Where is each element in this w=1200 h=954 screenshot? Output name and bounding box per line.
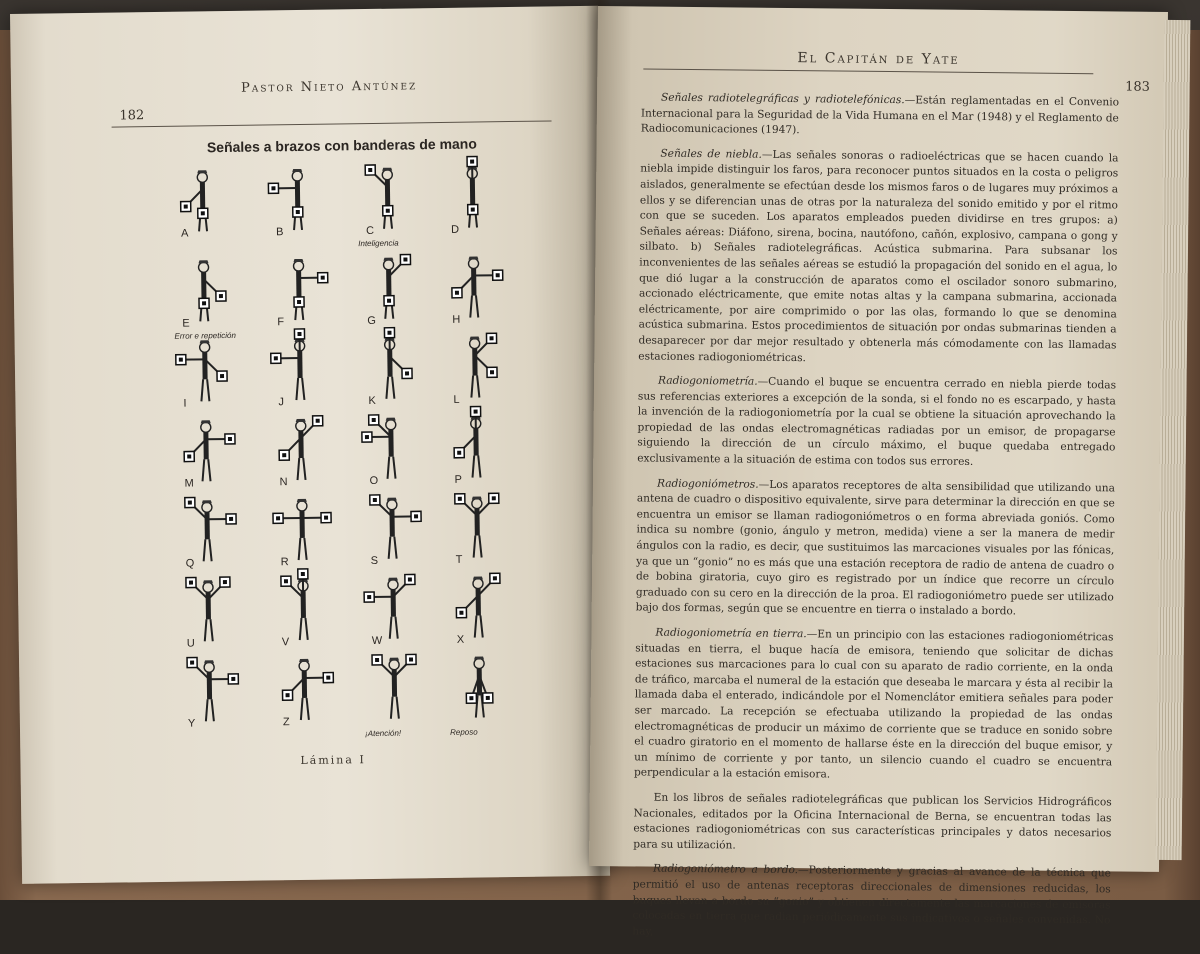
- signalman-drawing: [262, 489, 343, 570]
- body-text: [632, 90, 1119, 953]
- figure-letter: K: [368, 395, 376, 407]
- figure-letter: F: [277, 316, 284, 328]
- semaphore-figure-k: [349, 328, 430, 409]
- paragraph-text: —Cuando el buque se encuentra cerrado en niebla pierde todas sus referencias exteriores a excepción de la sonda, si el fondo no es escarpado, y hasta la invención de la radiogoniometría por la cual se obtiene la situación aprovechando la propiedad de las ondas electromagnéticas radiadas por un emisor, de propagarse siguiendo la dirección de un círculo máximo, el buque quedaba entregado exclusivamente a la situación de estima con todos sus errores.: [637, 376, 1116, 468]
- figure-letter: I: [183, 398, 186, 410]
- semaphore-figure-j: [259, 329, 340, 410]
- figure-letter: M: [184, 477, 193, 489]
- figure-letter: A: [181, 228, 189, 240]
- figure-letter: V: [282, 636, 290, 648]
- signalman-drawing: [261, 409, 342, 490]
- signalman-drawing: [163, 251, 244, 332]
- signalman-drawing: [432, 157, 513, 238]
- signalman-drawing: [353, 568, 434, 649]
- semaphore-figure-c: [347, 158, 428, 239]
- paragraph-heading: Señales de niebla.: [660, 147, 762, 160]
- signalman-drawing: [351, 408, 432, 489]
- figure-letter: H: [452, 314, 460, 326]
- signalman-drawing: [169, 651, 250, 732]
- figure-letter: Y: [188, 717, 196, 729]
- signalman-drawing: [164, 331, 245, 412]
- paragraph-heading: Señales radiotelegráficas y radiotelefónicas.: [661, 92, 905, 107]
- signalman-drawing: [162, 161, 243, 242]
- semaphore-figure-g: [348, 248, 429, 329]
- paragraph-text: —Están reglamentadas en el Convenio Internacional para la Seguridad de la Vida Humana en el Mar (1948) y el Reglamento de Radiocomunicaciones (1947).: [641, 94, 1119, 136]
- signalman-drawing: [437, 487, 518, 568]
- paragraph: [641, 90, 1119, 142]
- right-running-head: El Capitán de Yate: [797, 50, 959, 68]
- signalman-drawing: [438, 567, 519, 648]
- paragraph-text: —Posteriormente y gracias al avance de la técnica que permitió el uso de antenas receptoras direccionales de dimensiones reducidas, los buques llevan a bordo su “gonio” y obtienen directamente las marcaciones de emisoras colocadas en tierra que radian periódicamente sus indicativos o señales convenidas. No hay,: [632, 864, 1111, 937]
- signalman-drawing: [167, 491, 248, 572]
- left-page-number: 182: [119, 108, 144, 123]
- figure-letter: Z: [283, 716, 290, 728]
- plate-title: Señales a brazos con banderas de mano: [162, 135, 522, 156]
- signalman-drawing: [257, 159, 338, 240]
- semaphore-figure-t: [437, 487, 518, 568]
- figure-letter: R: [281, 556, 289, 568]
- right-page: [589, 6, 1168, 872]
- figure-letter: P: [454, 474, 462, 486]
- semaphore-figure-b: [257, 159, 338, 240]
- paragraph-heading: Radiogoniómetros.: [657, 477, 759, 490]
- paragraph-heading: Radiogoniometría.: [658, 375, 758, 388]
- header-rule: [643, 68, 1093, 74]
- signalman-drawing: [166, 411, 247, 492]
- semaphore-figure-f: [258, 249, 339, 330]
- paragraph: [633, 790, 1112, 857]
- figure-letter: J: [278, 396, 284, 408]
- semaphore-figure-m: [166, 411, 247, 492]
- header-rule: [112, 120, 552, 127]
- figure-letter: X: [457, 634, 465, 646]
- paragraph-heading: Radiogoniometría en tierra.: [655, 627, 806, 641]
- figure-letter: L: [453, 394, 459, 406]
- semaphore-figure-n: [261, 409, 342, 490]
- semaphore-figure-s: [352, 488, 433, 569]
- semaphore-figure-z: [264, 649, 345, 730]
- figure-note: Reposo: [450, 728, 478, 737]
- paragraph: [636, 476, 1115, 621]
- signalman-drawing: [258, 249, 339, 330]
- figure-letter: U: [187, 637, 195, 649]
- paragraph: [634, 625, 1114, 786]
- semaphore-figure-extra: [354, 648, 435, 729]
- figure-letter: C: [366, 225, 374, 237]
- paragraph-text: —En un principio con las estaciones radiogoniométricas situadas en tierra, el buque hacía de emisora, teniendo que solicitar de dichas estaciones sus marcaciones para lo cual con su aparato de radio corriente, en la onda de tráfico, marcaba el numeral de la estación que deseaba le marcara y ésta al recibir la llamada daba el enterado, indicándole por el Nomenclátor emitiera señales para poder ser marcado. La recepción se efectuaba utilizando la propiedad de las ondas electromagnéticas de producir un máximo de corriente que se traduce en sonido sobre el cuadro giratorio en el momento de hallarse éste en la dirección del buque emisor, y un mínimo de corriente y por tanto, un silencio cuando el cuadro se encuentra perpendicular a la estación emisora.: [634, 628, 1114, 781]
- paragraph: [638, 146, 1118, 369]
- figure-note: Error e repetición: [174, 331, 235, 341]
- semaphore-figure-o: [351, 408, 432, 489]
- semaphore-figure-u: [168, 571, 249, 652]
- figure-note: Inteligencia: [358, 239, 399, 249]
- paragraph: [632, 862, 1111, 945]
- paragraph-text: —Los aparatos receptores de alta sensibilidad que utilizando una antena de cuadro o dispositivo equivalente, sirve para determinar la dirección en que se encuentra un emisor se llaman radiogoniómetros o en forma abreviada goniós. Como indica su nombre (gonio, ángulo y metron, medida) viene a ser la manera de medir ángulos con la radio, es decir, que sustituimos las marcaciones visuales por las fónicas, ya que un “gonio” no es más que una estación receptora de radio de antena de cuadro o de bobina giratoria, cuyo giro es registrado por un índice que recorre un círculo graduado con su cero en la dirección de la proa. El radiogoniómetro puede ser utilizado bajo dos formas, según que se encuentre en tierra o instalado a bordo.: [636, 478, 1115, 617]
- semaphore-figure-i: [164, 331, 245, 412]
- figure-note: ¡Atención!: [365, 729, 401, 739]
- figure-letter: E: [182, 318, 190, 330]
- figure-letter: B: [276, 226, 284, 238]
- right-page-number: 183: [1125, 80, 1150, 95]
- paragraph: [637, 374, 1116, 473]
- paragraph-heading: Radiogoniómetro a bordo.: [653, 863, 798, 877]
- paragraph-text: —Las señales sonoras o radioeléctricas que se hacen cuando la niebla impide distinguir los faros, para reconocer puntos situados en la costa o peligros aislados, generalmente se efectúan desde los mismos faros o de lugares muy próximos a ellos y se diferencian unas de otras por la naturaleza del sonido emitido y por el ritmo con que se suceden. Los aparatos empleados pueden dividirse en tres grupos: a) Señales aéreas: Diáfono, sirena, bocina, nautófono, cañón, explosivo, campana o gong y silbato. b) Señales radiotelegráficas. Acústica submarina. Para subsanar los inconvenientes de las señales aéreas se estudió la propagación del sonido en el agua, lo que dió lugar a la construcción de aparatos como el oscilador sonoro submarino, accionado eléctricamente, que emite notas altas y la campana submarina, accionada eléctricamente, por aire comprimido o por las olas, formando lo que se denomina acústica submarina. Estos procedimientos de situación por ondas submarinas tienden a desaparecer por dar mejor resultado y obtenerla más cómodamente con las llamadas estaciones radiogoniométricas.: [638, 149, 1118, 364]
- paragraph-text: En los libros de señales radiotelegráficas que publican los Servicios Hidrográficos Nacionales, editados por la Oficina Internacional de Berna, se encuentran todas las estaciones radiogoniométricas con sus características principales y datos necesarios para su utilización.: [633, 792, 1112, 852]
- figure-letter: O: [369, 475, 378, 487]
- semaphore-figure-h: [433, 247, 514, 328]
- signalman-drawing: [168, 571, 249, 652]
- semaphore-figure-y: [169, 651, 250, 732]
- semaphore-figure-v: [263, 569, 344, 650]
- semaphore-figure-extra: [439, 647, 520, 728]
- figure-letter: S: [371, 555, 379, 567]
- signalman-drawing: [264, 649, 345, 730]
- signalman-drawing: [433, 247, 514, 328]
- figure-letter: D: [451, 224, 459, 236]
- semaphore-figure-l: [434, 327, 515, 408]
- semaphore-figure-a: [162, 161, 243, 242]
- signalman-drawing: [263, 569, 344, 650]
- figure-letter: W: [372, 635, 383, 647]
- figure-letter: Q: [186, 557, 195, 569]
- figure-letter: N: [279, 476, 287, 488]
- semaphore-figure-w: [353, 568, 434, 649]
- semaphore-figure-r: [262, 489, 343, 570]
- signalman-drawing: [436, 407, 517, 488]
- plate-caption: Lámina I: [300, 753, 365, 767]
- signalman-drawing: [354, 648, 435, 729]
- signalman-drawing: [259, 329, 340, 410]
- left-page: [10, 6, 610, 884]
- figure-letter: T: [456, 554, 463, 566]
- signalman-drawing: [439, 647, 520, 728]
- semaphore-figure-q: [167, 491, 248, 572]
- signalman-drawing: [348, 248, 429, 329]
- semaphore-figure-x: [438, 567, 519, 648]
- semaphore-figure-d: [432, 157, 513, 238]
- left-running-head: Pastor Nieto Antúnez: [241, 78, 417, 95]
- signalman-drawing: [352, 488, 433, 569]
- semaphore-figure-e: [163, 251, 244, 332]
- figure-letter: G: [367, 315, 376, 327]
- signalman-drawing: [347, 158, 428, 239]
- semaphore-figure-p: [436, 407, 517, 488]
- signalman-drawing: [434, 327, 515, 408]
- signalman-drawing: [349, 328, 430, 409]
